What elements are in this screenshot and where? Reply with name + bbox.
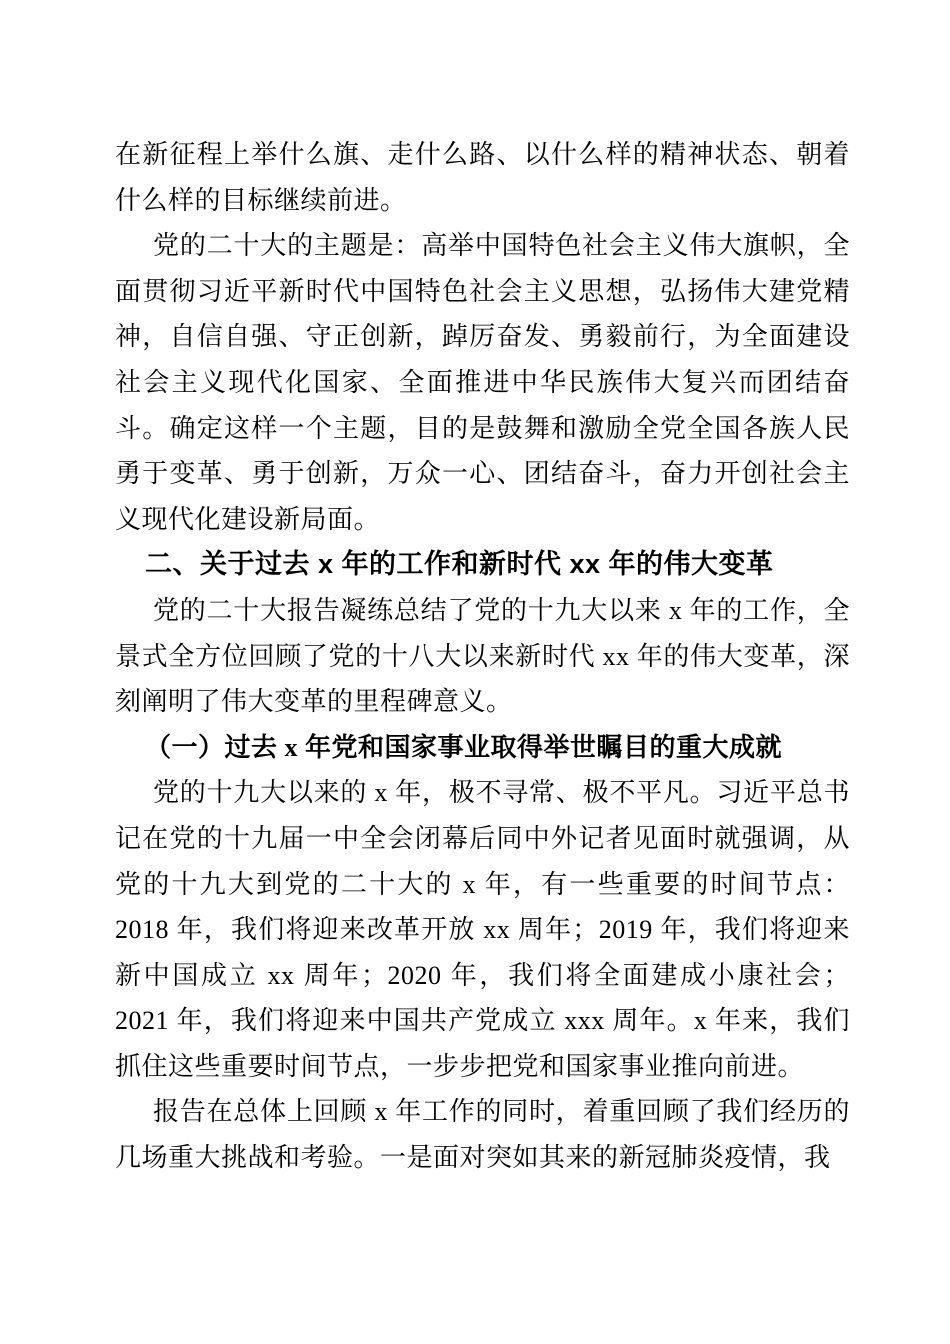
paragraph-report-overview: 党的二十大报告凝练总结了党的十九大以来 x 年的工作，全景式全方位回顾了党的十八大以来新时代 xx 年的伟大变革，深刻阐明了伟大变革的里程碑意义。 [115, 595, 850, 717]
section-heading-two: 二、关于过去 x 年的工作和新时代 xx 年的伟大变革 [145, 549, 774, 580]
paragraph-continuation: 在新征程上举什么旗、走什么路、以什么样的精神状态、朝着什么样的目标继续前进。 [115, 140, 850, 215]
document-content [115, 132, 850, 1181]
paragraph-achievements: 党的十九大以来的 x 年，极不寻常、极不平凡。习近平总书记在党的十九届一中全会闭幕后同中外记者见面时就强调，从党的十九大到党的二十大的 x 年，有一些重要的时间节点：2018 年，我们将迎来改革开放 xx 周年；2019 年，我们将迎来新中国成立 xx 周年；2020 年，我们将全面建成小康社会；2021 年，我们将迎来中国共产党成立 xxx 周年。x 年来，我们抓住这些重要时间节点，一步步把党和国家事业推向前进。 [115, 778, 850, 1081]
paragraph-congress-theme: 党的二十大的主题是：高举中国特色社会主义伟大旗帜，全面贯彻习近平新时代中国特色社会主义思想，弘扬伟大建党精神，自信自强、守正创新，踔厉奋发、勇毅前行，为全面建设社会主义现代化国家、全面推进中华民族伟大复兴而团结奋斗。确定这样一个主题，目的是鼓舞和激励全党全国各族人民勇于变革、勇于创新，万众一心、团结奋斗，奋力开创社会主义现代化建设新局面。 [115, 231, 850, 534]
subsection-heading-one: （一）过去 x 年党和国家事业取得举世瞩目的重大成就 [145, 732, 783, 762]
paragraph-challenges: 报告在总体上回顾 x 年工作的同时，着重回顾了我们经历的几场重大挑战和考验。一是面对突如其来的新冠肺炎疫情，我 [115, 1097, 850, 1173]
